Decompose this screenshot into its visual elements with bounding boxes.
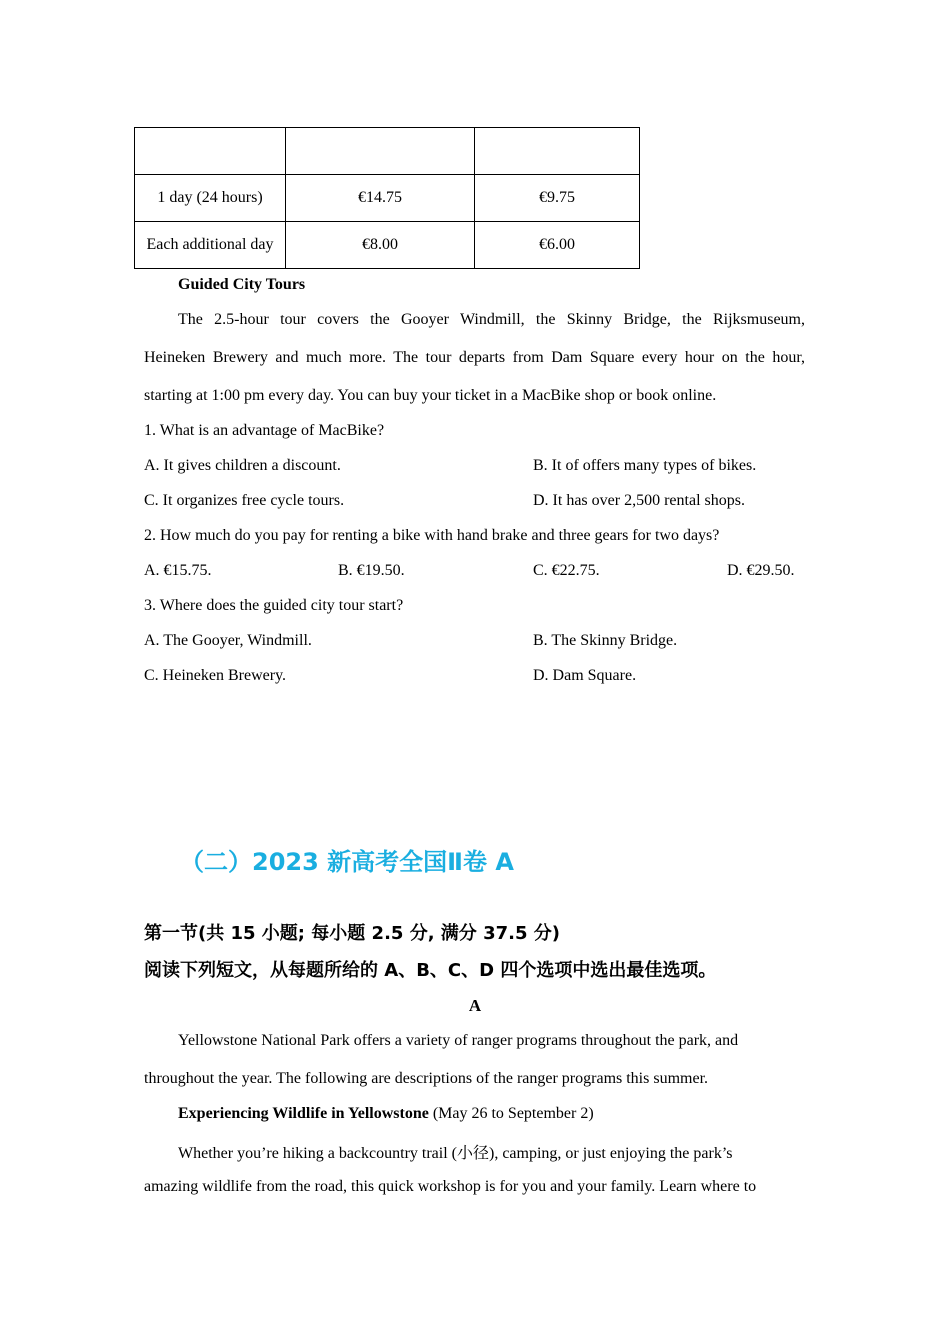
- tours-heading: Guided City Tours: [178, 276, 306, 293]
- table-cell: [475, 128, 640, 175]
- passage-subheading: [178, 1105, 594, 1123]
- passage-p2-line-2: amazing wildlife from the road, this quick workshop is for you and your family. Learn where to: [144, 1178, 757, 1195]
- tours-line-2: Heineken Brewery and much more. The tour departs from Dam Square every hour on the hour,: [144, 349, 805, 366]
- price-table: [134, 127, 640, 269]
- table-cell: 1 day (24 hours): [135, 175, 286, 222]
- question-2-stem: 2. How much do you pay for renting a bike with hand brake and three gears for two days?: [144, 527, 720, 544]
- part-heading: 第一节(共 15 小题; 每小题 2.5 分, 满分 37.5 分): [144, 923, 560, 944]
- table-cell: €6.00: [475, 222, 640, 269]
- question-3-option-a: A. The Gooyer, Windmill.: [144, 632, 312, 649]
- question-1-option-d: D. It has over 2,500 rental shops.: [533, 492, 745, 509]
- section-title: （二）2023 新高考全国Ⅱ卷 A: [180, 848, 514, 876]
- question-1-option-a: A. It gives children a discount.: [144, 457, 341, 474]
- question-1-option-c: C. It organizes free cycle tours.: [144, 492, 345, 509]
- tours-line-3: starting at 1:00 pm every day. You can buy your ticket in a MacBike shop or book online.: [144, 387, 717, 404]
- table-row: [135, 222, 640, 269]
- passage-p1-line-2: throughout the year. The following are descriptions of the ranger programs this summer.: [144, 1070, 709, 1087]
- table-cell: €14.75: [286, 175, 475, 222]
- table-cell: €9.75: [475, 175, 640, 222]
- question-3-option-d: D. Dam Square.: [533, 667, 637, 684]
- question-3-stem: 3. Where does the guided city tour start?: [144, 597, 404, 614]
- question-2-option-a: A. €15.75.: [144, 562, 212, 579]
- subheading-dates: (May 26 to September 2): [428, 1105, 594, 1122]
- passage-p1-line-1: Yellowstone National Park offers a variety of ranger programs throughout the park, and: [178, 1032, 739, 1049]
- tours-line-1: The 2.5-hour tour covers the Gooyer Windmill, the Skinny Bridge, the Rijksmuseum,: [178, 311, 805, 328]
- question-3-option-c: C. Heineken Brewery.: [144, 667, 287, 684]
- question-2-option-c: C. €22.75.: [533, 562, 600, 579]
- question-1-stem: 1. What is an advantage of MacBike?: [144, 422, 385, 439]
- table-cell: [135, 128, 286, 175]
- question-2-option-d: D. €29.50.: [727, 562, 795, 579]
- table-header-row: [135, 128, 640, 175]
- table-row: [135, 175, 640, 222]
- question-2-option-b: B. €19.50.: [338, 562, 405, 579]
- passage-p2-line-1: Whether you’re hiking a backcountry trail (小径), camping, or just enjoying the park’s: [178, 1145, 733, 1162]
- table-cell: €8.00: [286, 222, 475, 269]
- instruction-text: 阅读下列短文，从每题所给的 A、B、C、D 四个选项中选出最佳选项。: [144, 960, 717, 981]
- table-cell: Each additional day: [135, 222, 286, 269]
- subheading-title: Experiencing Wildlife in Yellowstone: [178, 1105, 429, 1122]
- question-1-option-b: B. It of offers many types of bikes.: [533, 457, 757, 474]
- question-3-option-b: B. The Skinny Bridge.: [533, 632, 678, 649]
- passage-label: A: [468, 996, 482, 1015]
- table-cell: [286, 128, 475, 175]
